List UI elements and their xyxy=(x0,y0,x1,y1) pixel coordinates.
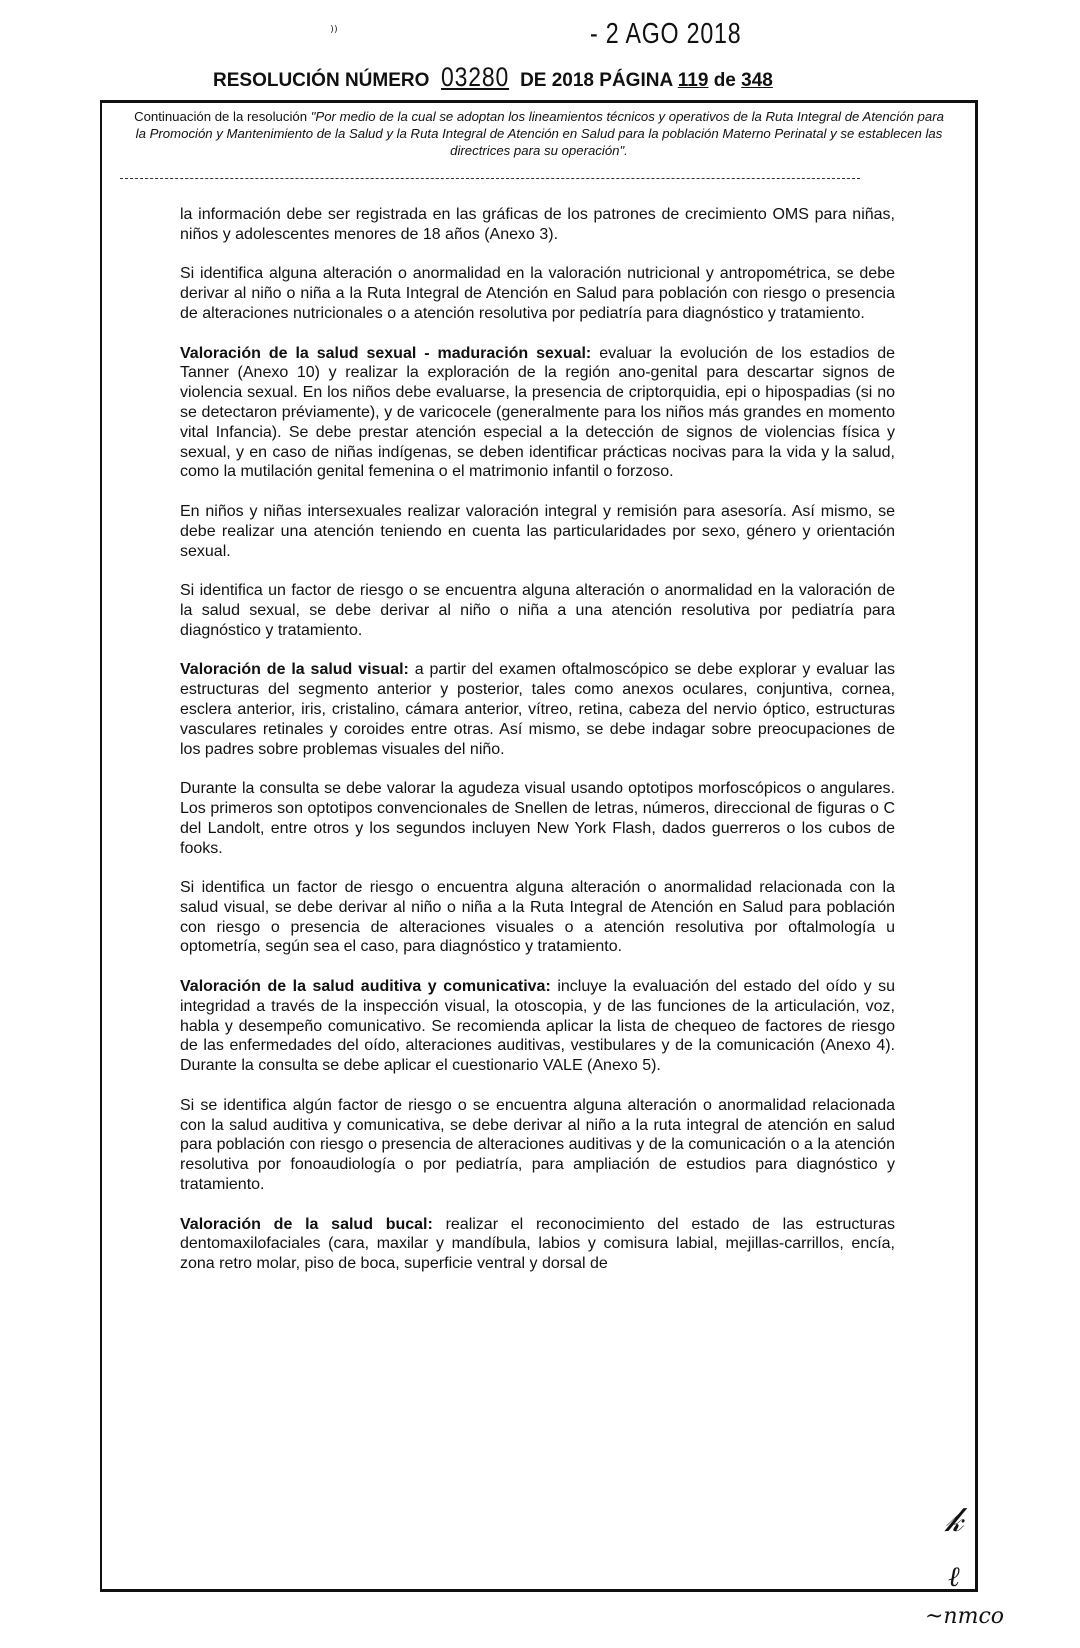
paragraph-heading: Valoración de la salud visual: xyxy=(180,661,409,679)
paragraph-text: la información debe ser registrada en las gráficas de los patrones de crecimiento OMS para niñas, niños y adolescentes menores de 18 años (Anexo 3). xyxy=(180,206,895,243)
scan-marks: ⁾⁾ xyxy=(330,24,338,41)
paragraph-text: Si identifica alguna alteración o anormalidad en la valoración nutricional y antropométrica, se debe derivar al niño o niña a la Ruta Integral de Atención en Salud para población con riesgo o presencia de alteraciones nutricionales o a atención resolutiva por pediatría para diagnóstico y tratamiento. xyxy=(180,265,895,322)
dashed-divider xyxy=(120,178,860,179)
paragraph-text: incluye la evaluación del estado del oído y su integridad a través de la inspección visual, la otoscopia, y de las funciones de la articulación, voz, habla y desempeño comunicativo. Se recomienda aplicar la lista de chequeo de factores de riesgo de las enfermedades del oído, alteraciones auditivas, vestibulares y de la comunicación (Anexo 4). Durante la consulta se debe aplicar el cuestionario VALE (Anexo 5). xyxy=(180,978,896,1075)
paragraph-text: Si identifica un factor de riesgo o encuentra alguna alteración o anormalidad relacionada con la salud visual, se debe derivar al niño o niña a la Ruta Integral de Atención en Salud para población con riesgo o presencia de alteraciones visuales o a atención resolutiva por oftalmología u optometría, según sea el caso, para diagnóstico y tratamiento. xyxy=(180,879,895,956)
title-mid: DE 2018 PÁGINA xyxy=(520,70,673,91)
paragraph-text: realizar el reconocimiento del estado de las estructuras dentomaxilofaciales (cara, maxilar y mandíbula, labios y comisura labial, mejillas-carrillos, encía, zona retro molar, piso de boca, superficie ventral y dorsal de xyxy=(180,1215,895,1273)
initials-signature-2: ℓ xyxy=(948,1560,960,1593)
initials-signature-1: 𝓀 xyxy=(945,1500,964,1540)
paragraph-heading: Valoración de la salud sexual - maduración sexual: xyxy=(180,344,592,362)
page-separator: de xyxy=(713,70,736,91)
resolution-title xyxy=(213,62,773,93)
paragraph xyxy=(180,660,895,759)
initials-signature-3: ~nmco xyxy=(925,1604,1005,1629)
page-number: 119 xyxy=(677,70,709,91)
paragraph xyxy=(180,878,895,957)
total-pages: 348 xyxy=(741,70,773,91)
paragraph xyxy=(180,581,895,640)
paragraph-text: Durante la consulta se debe valorar la agudeza visual usando optotipos morfoscópicos o angulares. Los primeros son optotipos convencionales de Snellen de letras, números, direccional de figuras o C del Landolt, entre otros y los segundos incluyen New York Flash, dados guerreros o los cubos de fooks. xyxy=(180,780,895,857)
paragraph-heading: Valoración de la salud bucal: xyxy=(180,1215,433,1233)
paragraph-text: a partir del examen oftalmoscópico se debe explorar y evaluar las estructuras del segmento anterior y posterior, tales como anexos oculares, conjuntiva, cornea, esclera anterior, iris, cristalino, cámara anterior, vítreo, retina, cabeza del nervio óptico, estructuras vasculares retinales y coroides entre otras. Así mismo, se debe indagar sobre preocupaciones de los padres sobre problemas visuales del niño. xyxy=(180,661,895,758)
document-body xyxy=(180,205,895,1294)
title-prefix: RESOLUCIÓN NÚMERO xyxy=(213,70,430,91)
paragraph xyxy=(180,264,895,323)
paragraph-text: En niños y niñas intersexuales realizar valoración integral y remisión para asesoría. Así mismo, se debe realizar una atención teniendo en cuenta las particularidades por sexo, género y orientación sexual. xyxy=(180,502,895,560)
paragraph xyxy=(180,977,895,1076)
resolution-number: 03280 xyxy=(440,62,509,92)
paragraph xyxy=(180,1096,895,1195)
continuation-quote: "Por medio de la cual se adoptan los lineamientos técnicos y operativos de la Ruta Integral de Atención para la Promoción y Mantenimiento de la Salud y la Ruta Integral de Atención en Salud para la población Materno Perinatal y se establecen las directrices para su operación". xyxy=(135,109,944,158)
paragraph xyxy=(180,502,895,561)
paragraph xyxy=(180,779,895,858)
paragraph-text: Si se identifica algún factor de riesgo o se encuentra alguna alteración o anormalidad relacionada con la salud auditiva y comunicativa, se debe derivar al niño a la ruta integral de atención en salud para población con riesgo o presencia de alteraciones auditivas y de la comunicación o a la atención resolutiva por fonoaudiología o por pediatría, para ampliación de estudios para diagnóstico y tratamiento. xyxy=(180,1096,895,1194)
date-stamp: - 2 AGO 2018 xyxy=(590,18,742,50)
paragraph-text: Si identifica un factor de riesgo o se encuentra alguna alteración o anormalidad en la valoración de la salud sexual, se debe derivar al niño o niña a una atención resolutiva por pediatría para diagnóstico y tratamiento. xyxy=(180,582,895,639)
continuation-lead: Continuación de la resolución xyxy=(134,109,308,124)
paragraph-text: evaluar la evolución de los estadios de Tanner (Anexo 10) y realizar la exploración de la región ano-genital para descartar signos de violencia sexual. En los niños debe evaluarse, la presencia de criptorquidia, epi o hipospadias (si no se detectaron préviamente), y de varicocele (generalmente para los niños más grandes en momento vital Infancia). Se debe prestar atención especial a la detección de signos de violencias física y sexual, y en caso de niñas indígenas, se deben identificar prácticas nocivas para la vida y la salud, como la mutilación genital femenina o el matrimonio infantil o forzoso. xyxy=(180,344,895,481)
paragraph xyxy=(180,205,895,245)
paragraph-heading: Valoración de la salud auditiva y comunicativa: xyxy=(180,978,551,996)
paragraph xyxy=(180,344,895,483)
continuation-note xyxy=(130,108,948,159)
paragraph xyxy=(180,1215,895,1274)
